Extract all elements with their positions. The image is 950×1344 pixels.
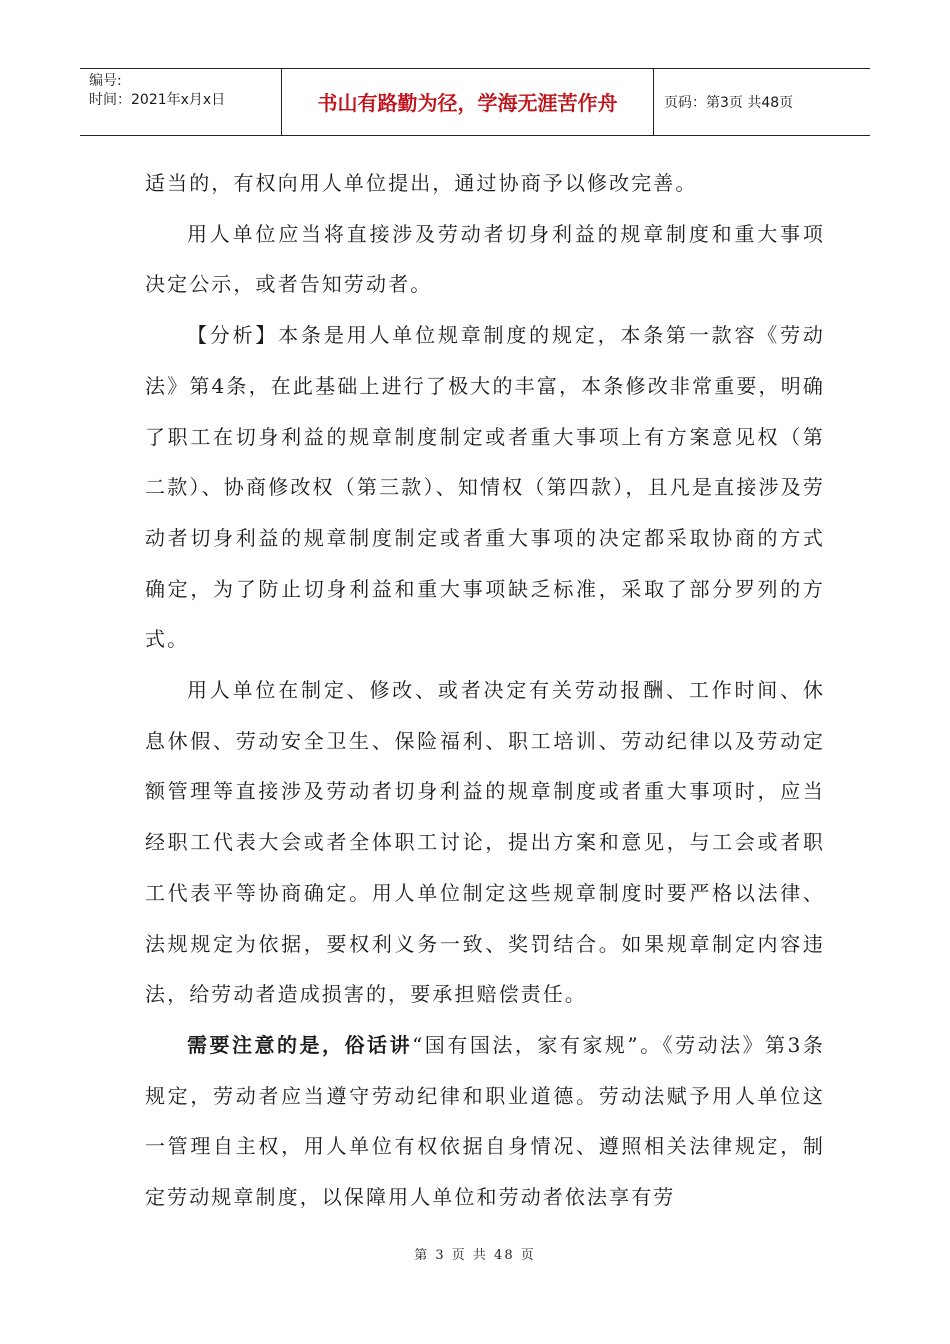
date-label: 时间：2021年x月x日	[89, 92, 226, 108]
paragraph-1: 适当的，有权向用人单位提出，通过协商予以修改完善。	[145, 171, 698, 195]
header-motto: 书山有路勤为径，学海无涯苦作舟	[282, 69, 654, 135]
paragraph-5-bold-lead: 需要注意的是，俗话讲	[187, 1032, 413, 1057]
number-label: 编号:	[89, 73, 122, 89]
page-footer: 第 3 页 共 48 页	[414, 1248, 536, 1263]
header-meta	[80, 69, 282, 135]
document-body	[145, 158, 825, 1223]
paragraph-4: 用人单位在制定、修改、或者决定有关劳动报酬、工作时间、休息休假、劳动安全卫生、保险福利、职工培训、劳动纪律以及劳动定额管理等直接涉及劳动者切身利益的规章制度或者重大事项时，应当经职工代表大会或者全体职工讨论，提出方案和意见，与工会或者职工代表平等协商确定。用人单位制定这些规章制度时要严格以法律、法规规定为依据，要权利义务一致、奖罚结合。如果规章制定内容违法，给劳动者造成损害的，要承担赔偿责任。	[145, 678, 825, 1007]
paragraph-5	[145, 1020, 825, 1223]
paragraph-2: 用人单位应当将直接涉及劳动者切身利益的规章制度和重大事项决定公示，或者告知劳动者。	[145, 221, 825, 297]
header-page-info: 页码：第3页 共48页	[664, 95, 794, 111]
paragraph-analysis: 【分析】本条是用人单位规章制度的规定，本条第一款容《劳动法》第4条，在此基础上进行了极大的丰富，本条修改非常重要，明确了职工在切身利益的规章制度制定或者重大事项上有方案意见权（第二款）、协商修改权（第三款）、知情权（第四款），且凡是直接涉及劳动者切身利益的规章制度制定或者重大事项的决定都采取协商的方式确定，为了防止切身利益和重大事项缺乏标准，采取了部分罗列的方式。	[145, 323, 825, 652]
paragraph-5-rest: “国有国法，家有家规”。《劳动法》第3条规定，劳动者应当遵守劳动纪律和职业道德。劳动法赋予用人单位这一管理自主权，用人单位有权依据自身情况、遵照相关法律规定，制定劳动规章制度，以保障用人单位和劳动者依法享有劳	[145, 1032, 825, 1210]
document-header	[80, 68, 870, 136]
